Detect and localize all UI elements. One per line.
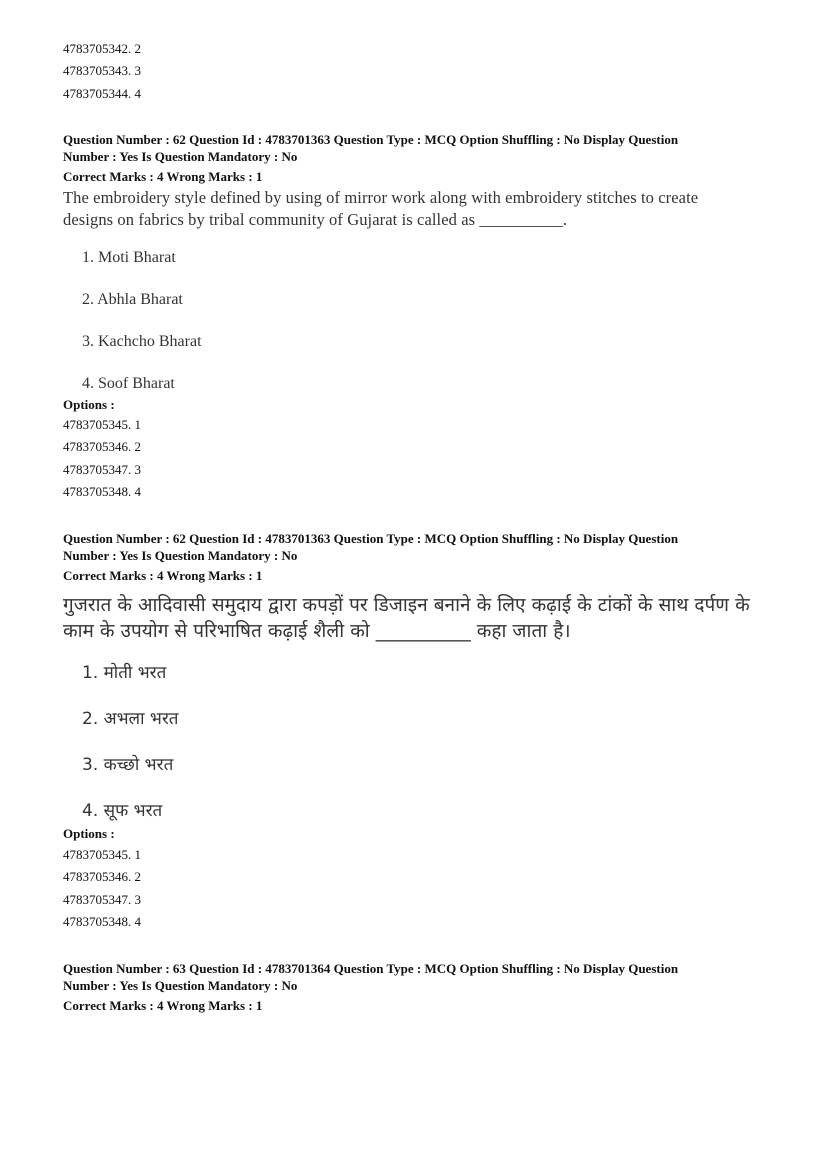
- answer-choice: 3. Kachcho Bharat: [82, 333, 202, 350]
- question-text-line1: गुजरात के आदिवासी समुदाय द्वारा कपड़ों पर डिजाइन बनाने के लिए कढ़ाई के टांकों के साथ दर्पण के: [63, 594, 750, 616]
- question-meta: [63, 131, 783, 185]
- question-text-line1: The embroidery style defined by using of mirror work along with embroidery stitches to create: [63, 188, 699, 207]
- question-meta-line1: Question Number : 63 Question Id : 4783701364 Question Type : MCQ Option Shuffling : No Display Question: [63, 961, 679, 976]
- question-meta: [63, 960, 783, 1014]
- question-text-line2: designs on fabrics by tribal community of Gujarat is called as __________.: [63, 210, 568, 229]
- options-label: Options :: [63, 397, 115, 412]
- question-meta-line1: Question Number : 62 Question Id : 4783701363 Question Type : MCQ Option Shuffling : No Display Question: [63, 132, 679, 147]
- answer-choice: 4. Soof Bharat: [82, 375, 175, 392]
- option-id-line: 4783705346. 2: [63, 439, 141, 454]
- answer-choice: 4. सूफ भरत: [82, 801, 163, 821]
- option-id-line: 4783705345. 1: [63, 417, 141, 432]
- option-id-line: 4783705345. 1: [63, 847, 141, 862]
- options-label: Options :: [63, 826, 115, 841]
- option-id-line: 4783705347. 3: [63, 462, 141, 477]
- option-id-line: 4783705343. 3: [63, 63, 141, 78]
- option-id-line: 4783705348. 4: [63, 484, 141, 499]
- marks-line: Correct Marks : 4 Wrong Marks : 1: [63, 568, 263, 583]
- answer-choice: 1. मोती भरत: [82, 663, 167, 683]
- option-id-line: 4783705344. 4: [63, 86, 141, 101]
- answer-choice: 2. Abhla Bharat: [82, 291, 183, 308]
- question-meta-line2: Number : Yes Is Question Mandatory : No: [63, 978, 298, 993]
- option-id-line: 4783705348. 4: [63, 914, 141, 929]
- marks-line: Correct Marks : 4 Wrong Marks : 1: [63, 169, 263, 184]
- answer-choice: 3. कच्छो भरत: [82, 755, 174, 775]
- question-text-line2: काम के उपयोग से परिभाषित कढ़ाई शैली को __________ कहा जाता है।: [63, 620, 571, 642]
- option-id-line: 4783705346. 2: [63, 869, 141, 884]
- option-id-line: 4783705347. 3: [63, 892, 141, 907]
- question-meta-line2: Number : Yes Is Question Mandatory : No: [63, 548, 298, 563]
- question-meta-line1: Question Number : 62 Question Id : 4783701363 Question Type : MCQ Option Shuffling : No Display Question: [63, 531, 679, 546]
- question-text: [63, 187, 778, 231]
- answer-choice: 1. Moti Bharat: [82, 249, 176, 266]
- question-meta-line2: Number : Yes Is Question Mandatory : No: [63, 149, 298, 164]
- option-id-line: 4783705342. 2: [63, 41, 141, 56]
- marks-line: Correct Marks : 4 Wrong Marks : 1: [63, 998, 263, 1013]
- question-meta: [63, 530, 783, 584]
- answer-choice: 2. अभला भरत: [82, 709, 179, 729]
- question-text: [63, 592, 783, 644]
